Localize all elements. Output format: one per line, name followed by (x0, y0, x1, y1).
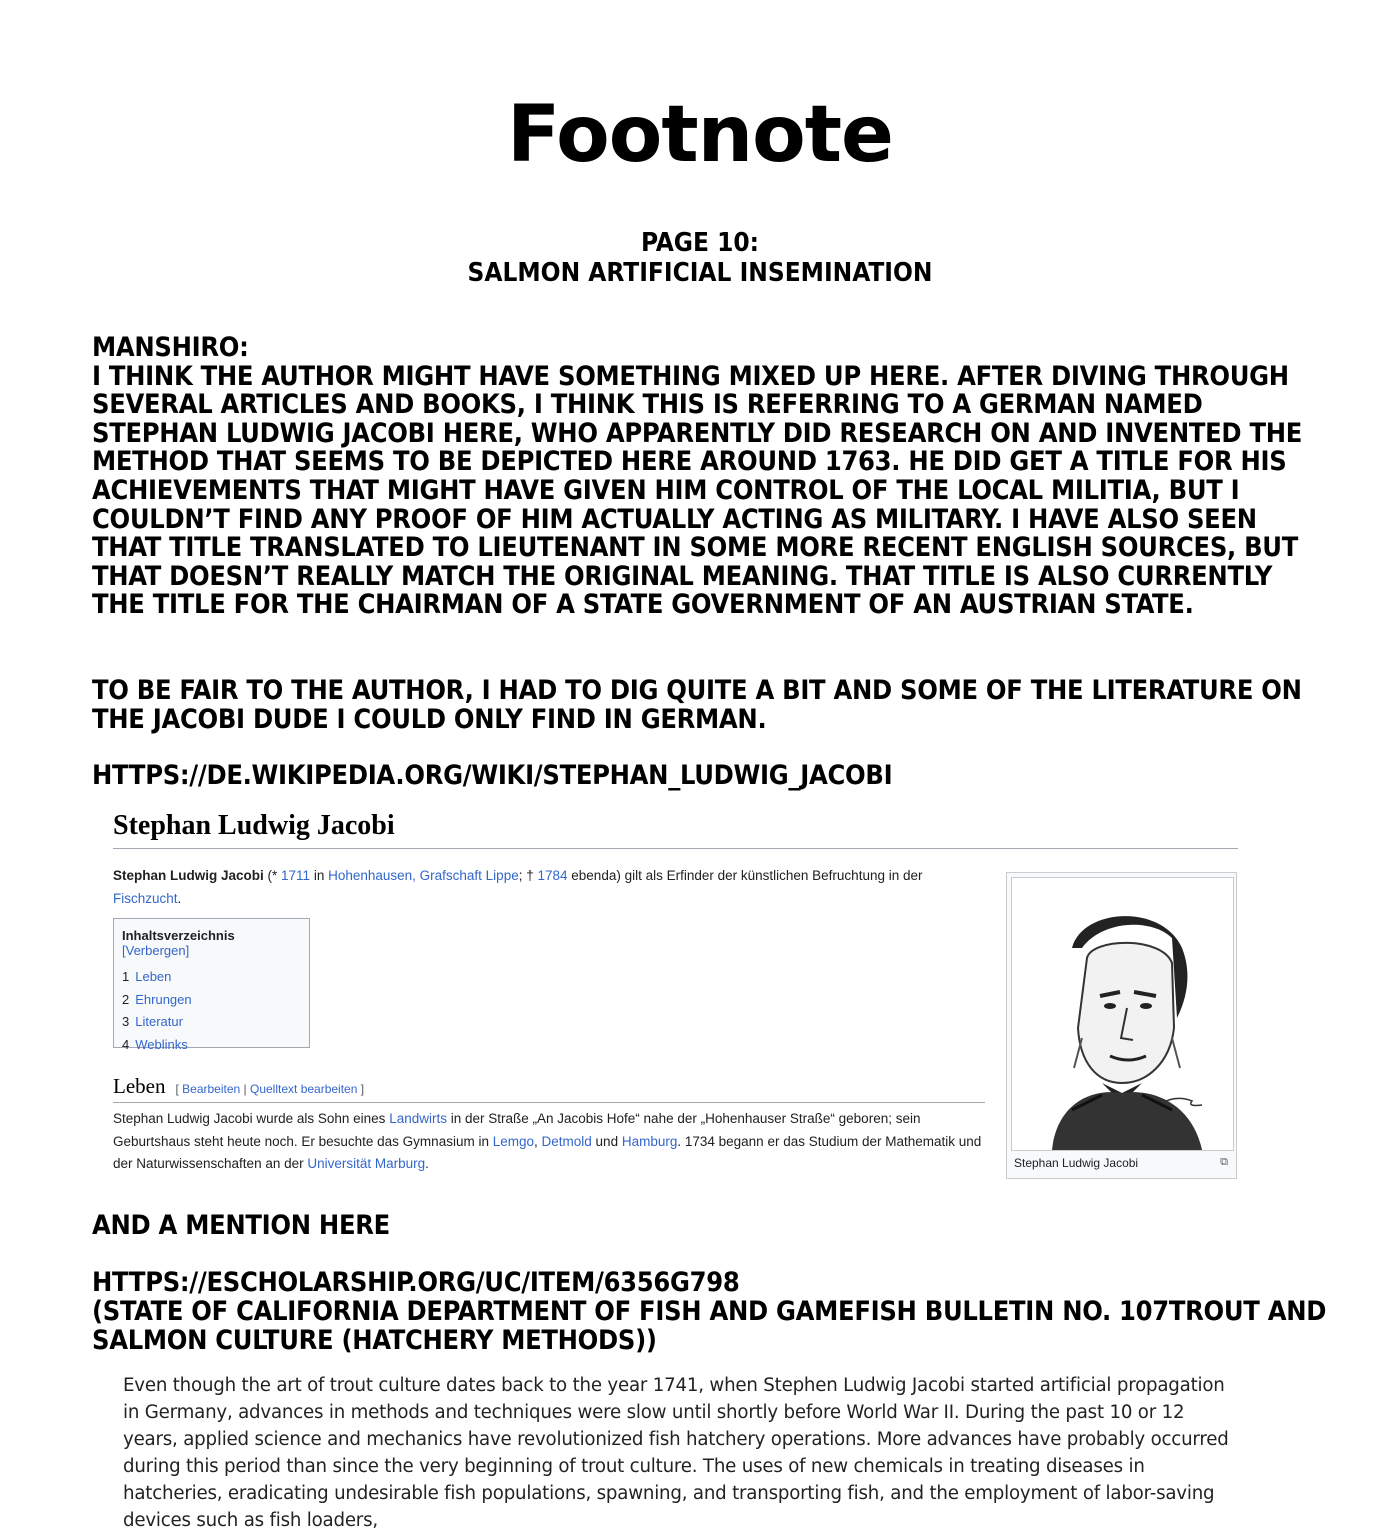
wikipedia-excerpt (113, 808, 1238, 1180)
note-paragraph-1: I THINK THE AUTHOR MIGHT HAVE SOMETHING MIXED UP HERE. AFTER DIVING THROUGH SEVERAL ARTICLES AND BOOKS, I THINK THIS IS REFERRING TO A GERMAN NAMED STEPHAN LUDWIG JACOBI HERE, WHO APPARENTLY DID RESEARCH ON AND INVENTED THE METHOD THAT SEEMS TO BE DEPICTED HERE AROUND 1763. HE DID GET A TITLE FOR HIS ACHIEVEMENTS THAT MIGHT HAVE GIVEN HIM CONTROL OF THE LOCAL MILITIA, BUT I COULDN’T FIND ANY PROOF OF HIM ACTUALLY ACTING AS MILITARY. I HAVE ALSO SEEN THAT TITLE TRANSLATED TO LIEUTENANT IN SOME MORE RECENT ENGLISH SOURCES, BUT THAT DOESN’T REALLY MATCH THE ORIGINAL MEANING. THAT TITLE IS ALSO CURRENTLY THE TITLE FOR THE CHAIRMAN OF A STATE GOVERNMENT OF AN AUSTRIAN STATE. (92, 360, 1303, 621)
section-heading-leben (113, 1074, 985, 1103)
toc-link[interactable]: Ehrungen (135, 991, 192, 1007)
wiki-link-birth-place[interactable]: Hohenhausen, Grafschaft Lippe (328, 868, 519, 883)
section-edit-links (175, 1082, 364, 1096)
page-subtitle (0, 228, 1400, 288)
toc-link[interactable]: Weblinks (135, 1036, 188, 1052)
bracket: [ (175, 1082, 183, 1096)
wiki-link-marburg[interactable]: Universität Marburg (307, 1156, 426, 1171)
wiki-text: . 1734 begann er das Studium der Mathematik und der Naturwissenschaften an der (113, 1133, 982, 1171)
wiki-text: (* (263, 868, 282, 883)
wiki-text: in (310, 868, 329, 883)
toc-number: 4 (122, 1036, 130, 1052)
note-paragraph-2: TO BE FAIR TO THE AUTHOR, I HAD TO DIG QUITE A BIT AND SOME OF THE LITERATURE ON THE JACOBI DUDE I COULD ONLY FIND IN GERMAN. (92, 675, 1302, 735)
wiki-text: , (534, 1133, 542, 1149)
toc-header (122, 928, 301, 958)
toc-number: 2 (122, 991, 130, 1007)
portrait-sketch (1012, 878, 1233, 1150)
wiki-lead-name: Stephan Ludwig Jacobi (113, 868, 264, 883)
wiki-text: Stephan Ludwig Jacobi wurde als Sohn eines (113, 1111, 390, 1126)
note-link-wikipedia[interactable]: HTTPS://DE.WIKIPEDIA.ORG/WIKI/STEPHAN_LUDWIG_JACOBI (92, 760, 893, 791)
wiki-text: . (425, 1156, 429, 1171)
bulletin-excerpt: Even though the art of trout culture dates back to the year 1741, when Stephen Ludwig Jacobi started artificial propagation in Germany, advances in methods and techniques were slow until shortly before World War II. During the past 10 or 12 years, applied science and mechanics have revolutionized fish hatchery operations. More advances have probably occurred during this period than since the very beginning of trout culture. The uses of new chemicals in treating diseases in hatcheries, eradicating undesirable fish populations, spawning, and transporting fish, and the employment of labor-saving devices such as fish loaders, (123, 1375, 1229, 1531)
note-link-escholarship[interactable]: HTTPS://ESCHOLARSHIP.ORG/UC/ITEM/6356G798 (92, 1267, 740, 1298)
leben-paragraph (113, 1108, 983, 1176)
enlarge-icon[interactable]: ⧉ (1220, 1155, 1228, 1168)
wiki-link-landwirts[interactable]: Landwirts (389, 1111, 447, 1126)
footnote-title: Footnote (507, 90, 893, 180)
wiki-text: in der Straße „An Jacobis Hofe“ nahe der „Hohenhauser Straße“ geboren; sein Geburtshaus steht heute noch. Er besuchte das Gymnasium in (113, 1111, 921, 1149)
toc-toggle-link[interactable]: [Verbergen] (122, 943, 190, 958)
edit-link[interactable]: Bearbeiten (182, 1082, 241, 1096)
wiki-text: und (591, 1133, 622, 1149)
wiki-article-title: Stephan Ludwig Jacobi (113, 808, 1238, 849)
toc-number: 3 (122, 1014, 130, 1029)
wiki-link-lemgo[interactable]: Lemgo (492, 1133, 534, 1149)
edit-source-link[interactable]: Quelltext bearbeiten (250, 1082, 358, 1096)
wiki-link-birth-year[interactable]: 1711 (281, 868, 311, 883)
toc-link[interactable]: Literatur (135, 1014, 183, 1029)
wiki-lead-paragraph (113, 864, 983, 910)
translator-note (92, 334, 1332, 620)
note-mention: AND A MENTION HERE (92, 1210, 390, 1241)
separator: | (240, 1082, 250, 1096)
toc-item-leben[interactable] (122, 966, 301, 989)
note-link-description: (STATE OF CALIFORNIA DEPARTMENT OF FISH AND GAMEFISH BULLETIN NO. 107TROUT AND SALMON CULTURE (HATCHERY METHODS)) (92, 1296, 1327, 1356)
wiki-text: . (177, 891, 182, 906)
toc-title: Inhaltsverzeichnis (122, 928, 235, 943)
wiki-link-hamburg[interactable]: Hamburg (621, 1133, 678, 1149)
toc-item-weblinks[interactable] (122, 1034, 301, 1057)
bracket: ] (357, 1082, 365, 1096)
subtitle-topic: SALMON ARTIFICIAL INSEMINATION (467, 258, 933, 288)
wiki-link-fischzucht[interactable]: Fischzucht (113, 891, 178, 906)
wiki-text: ebenda) gilt als Erfinder der künstlichen Befruchtung in der (567, 868, 923, 883)
wiki-text: ; † (518, 868, 538, 883)
wiki-link-detmold[interactable]: Detmold (541, 1133, 592, 1149)
portrait-image[interactable] (1011, 877, 1234, 1151)
toc-list (122, 966, 301, 1056)
portrait-caption: Stephan Ludwig Jacobi (1014, 1156, 1139, 1170)
wiki-link-death-year[interactable]: 1784 (537, 868, 568, 883)
toc-link[interactable]: Leben (135, 969, 172, 984)
toc-item-literatur[interactable] (122, 1011, 301, 1034)
toc-number: 1 (122, 969, 130, 984)
subtitle-page: PAGE 10: (640, 228, 760, 258)
toc-item-ehrungen[interactable] (122, 989, 301, 1012)
section-title: Leben (113, 1074, 166, 1098)
table-of-contents (113, 918, 310, 1052)
portrait-thumbnail[interactable] (1006, 872, 1237, 1179)
note-author: MANSHIRO: (92, 332, 249, 363)
